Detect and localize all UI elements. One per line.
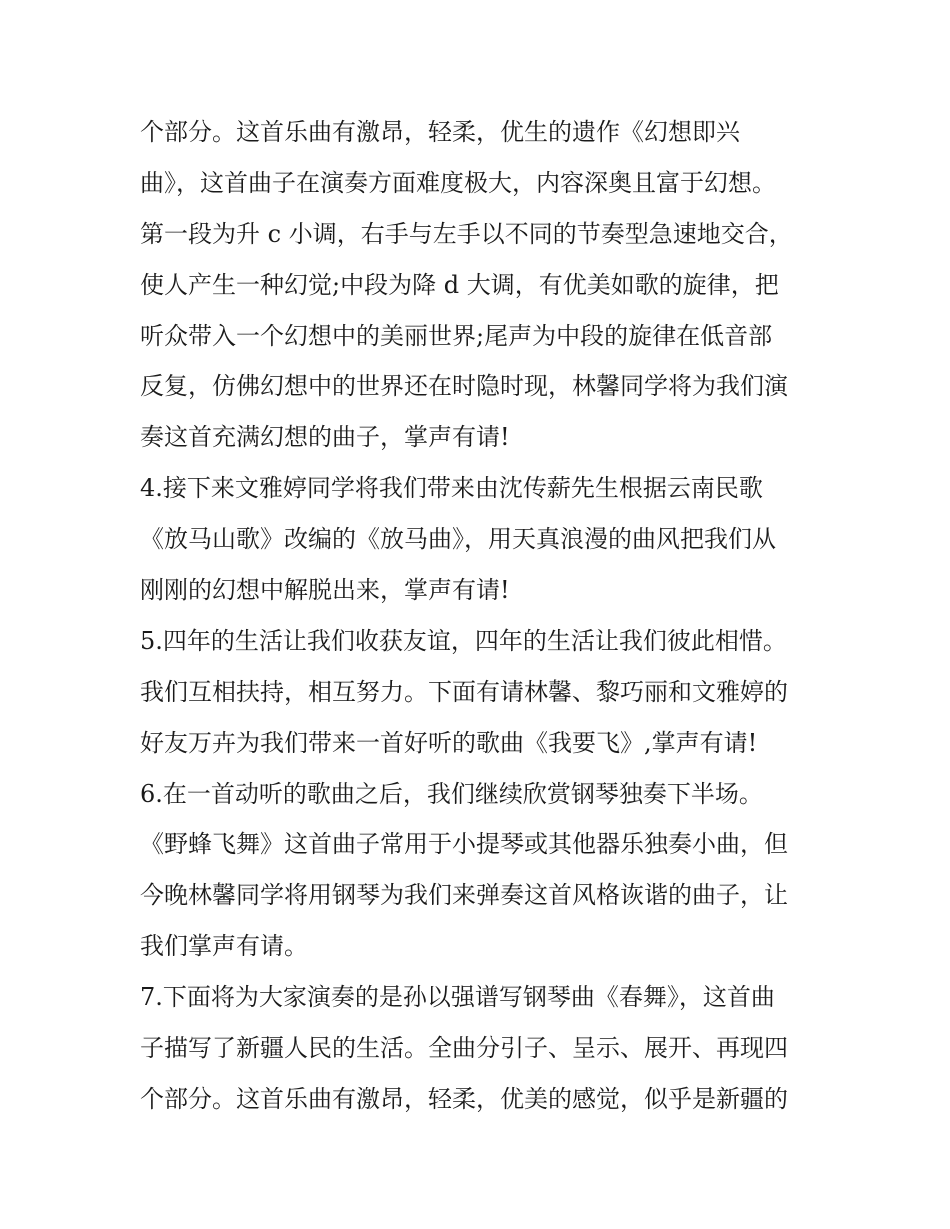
- text-line: 我们互相扶持，相互努力。下面有请林馨、黎巧丽和文雅婷的: [140, 677, 788, 706]
- text-line: 子描写了新疆人民的生活。全曲分引子、呈示、展开、再现四: [140, 1034, 788, 1063]
- body-text: [140, 107, 830, 1125]
- text-line: 《野蜂飞舞》这首曲子常用于小提琴或其他器乐独奏小曲，但: [140, 830, 788, 859]
- text-line: 听众带入一个幻想中的美丽世界;尾声为中段的旋律在低音部: [140, 321, 773, 350]
- text-line: 5.四年的生活让我们收获友谊，四年的生活让我们彼此相惜。: [140, 626, 787, 655]
- text-line: 好友万卉为我们带来一首好听的歌曲《我要飞》,掌声有请!: [140, 728, 758, 757]
- text-line: 6.在一首动听的歌曲之后，我们继续欣赏钢琴独奏下半场。: [140, 779, 763, 808]
- text-line: 个部分。这首乐曲有激昂，轻柔，优美的感觉，似乎是新疆的: [140, 1084, 788, 1113]
- text-line: 《放马山歌》改编的《放马曲》，用天真浪漫的曲风把我们从: [140, 525, 776, 554]
- text-line: 刚刚的幻想中解脱出来，掌声有请!: [140, 576, 510, 605]
- text-line: 反复，仿佛幻想中的世界还在时隐时现，林馨同学将为我们演: [140, 372, 788, 401]
- text-line: 使人产生一种幻觉;中段为降 d 大调，有优美如歌的旋律，把: [140, 270, 779, 299]
- text-line: 个部分。这首乐曲有激昂，轻柔，优生的遗作《幻想即兴: [140, 118, 740, 146]
- text-line: 奏这首充满幻想的曲子，掌声有请!: [140, 423, 510, 452]
- text-line: 今晚林馨同学将用钢琴为我们来弹奏这首风格诙谐的曲子，让: [140, 881, 788, 910]
- text-line: 第一段为升 c 小调，右手与左手以不同的节奏型急速地交合，: [140, 219, 793, 248]
- text-line: 4.接下来文雅婷同学将我们带来由沈传薪先生根据云南民歌: [140, 474, 763, 503]
- text-line: 曲》，这首曲子在演奏方面难度极大，内容深奥且富于幻想。: [140, 168, 776, 197]
- text-line: 7.下面将为大家演奏的是孙以强谱写钢琴曲《春舞》，这首曲: [140, 983, 775, 1012]
- text-line: 我们掌声有请。: [140, 932, 308, 961]
